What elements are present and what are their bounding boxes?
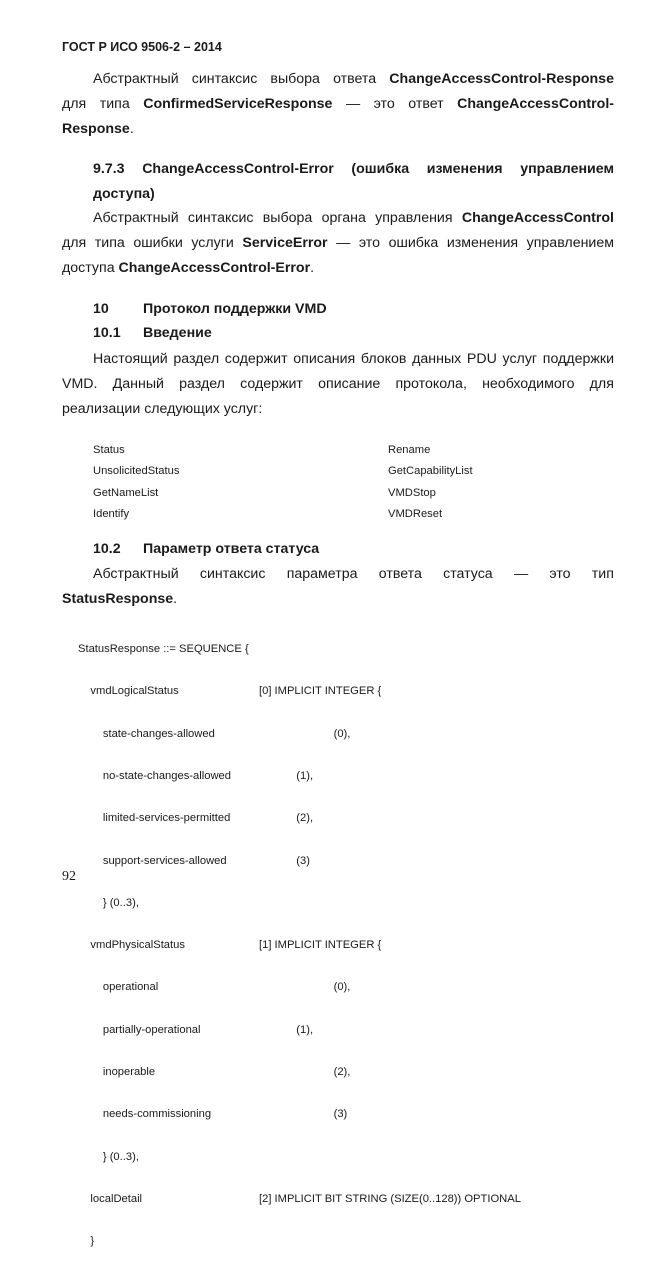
code-left: state-changes-allowed <box>78 727 215 740</box>
punct: . <box>310 260 315 276</box>
word: Абстрактный <box>93 71 179 87</box>
word: Данный <box>112 376 164 392</box>
service-item: GetNameList <box>93 486 159 499</box>
word: синтаксис <box>199 566 266 582</box>
word: — <box>513 566 529 582</box>
paragraph-change-access-control-error <box>62 206 614 281</box>
word: тип <box>591 566 614 582</box>
service-item: VMDStop <box>388 486 436 499</box>
word: описание <box>318 376 381 392</box>
service-item: Identify <box>93 507 130 520</box>
service-item: UnsolicitedStatus <box>93 465 180 478</box>
service-list-left <box>93 440 179 525</box>
section-title: Введение <box>143 325 212 341</box>
code-right: (0), <box>259 727 351 740</box>
service-item: GetCapabilityList <box>388 465 473 478</box>
code-left: operational <box>78 981 159 994</box>
text: реализации следующих услуг: <box>62 401 263 417</box>
code-right: [0] IMPLICIT INTEGER { <box>259 685 382 698</box>
word: ответ <box>408 96 444 112</box>
term: ChangeAccessControl <box>461 210 614 226</box>
section-heading-10 <box>93 301 327 317</box>
word: протокола, <box>395 376 467 392</box>
paragraph-introduction <box>62 347 614 422</box>
word: ответа <box>378 566 422 582</box>
section-title: Протокол поддержки VMD <box>143 301 327 317</box>
punct: . <box>129 121 134 137</box>
section-number: 10.2 <box>93 541 121 557</box>
code-right: (0), <box>259 981 351 994</box>
code-left: } <box>78 1235 95 1248</box>
code-left: vmdLogicalStatus <box>78 685 179 698</box>
service-item: Status <box>93 444 125 456</box>
asn1-status-response-definition <box>78 614 521 1262</box>
code-left: partially-operational <box>78 1023 201 1036</box>
term: ChangeAccessControl-Response <box>389 71 614 87</box>
section-heading-10-2 <box>93 541 319 557</box>
code-right: (3) <box>259 854 310 867</box>
word: изменения <box>426 161 503 177</box>
word: необходимого <box>482 376 575 392</box>
term: StatusResponse <box>62 591 174 607</box>
word: раздел <box>179 376 225 392</box>
code-right: (1), <box>259 1023 314 1036</box>
code-left: } (0..3), <box>78 896 139 909</box>
code-right: (2), <box>259 812 314 825</box>
code-right: [2] IMPLICIT BIT STRING (SIZE(0..128)) OPTIONAL <box>259 1192 521 1205</box>
term: Response <box>62 121 130 137</box>
word: синтаксис <box>191 71 258 87</box>
word: — <box>345 96 361 112</box>
document-header: ГОСТ Р ИСО 9506-2 – 2014 <box>62 40 222 54</box>
section-title: Параметр ответа статуса <box>143 541 320 557</box>
code-right: (1), <box>259 770 314 783</box>
word: типа <box>99 96 130 112</box>
word: для <box>62 96 87 112</box>
code-left: needs-commissioning <box>78 1108 212 1121</box>
text: для типа ошибки услуги <box>62 235 243 251</box>
word: статуса <box>443 566 493 582</box>
text: — это ошибка изменения управлением <box>327 235 614 251</box>
code-left: vmdPhysicalStatus <box>78 939 185 952</box>
code-right: [1] IMPLICIT INTEGER { <box>259 939 382 952</box>
word: содержит <box>240 376 303 392</box>
section-number: 9.7.3 <box>93 161 125 177</box>
code-left: localDetail <box>78 1192 143 1205</box>
code-left: no-state-changes-allowed <box>78 770 231 783</box>
term: ConfirmedServiceResponse <box>143 96 333 112</box>
code-left: } (0..3), <box>78 1150 139 1163</box>
code-left: StatusResponse ::= SEQUENCE { <box>78 643 249 656</box>
service-item: Rename <box>388 444 431 456</box>
section-number: 10.1 <box>93 325 121 341</box>
service-item: VMDReset <box>388 507 443 520</box>
word: ответа <box>333 71 377 87</box>
text: доступа <box>62 260 119 276</box>
paragraph-change-access-control-response <box>62 67 614 142</box>
word: Абстрактный <box>93 566 179 582</box>
word: это <box>549 566 571 582</box>
code-left: limited-services-permitted <box>78 812 231 825</box>
word: (ошибка <box>351 161 410 177</box>
code-right: (3) <box>259 1108 348 1121</box>
paragraph-status-response <box>62 562 614 612</box>
code-left: inoperable <box>78 1066 156 1078</box>
text: Абстрактный синтаксис выбора органа управления <box>93 210 462 226</box>
service-list-right <box>388 440 473 525</box>
term: ServiceError <box>242 235 328 251</box>
section-title-cont: доступа) <box>93 186 155 202</box>
word: для <box>589 376 614 392</box>
code-right: (2), <box>259 1066 351 1078</box>
term: ChangeAccessControl- <box>457 96 614 112</box>
word: это <box>373 96 395 112</box>
text: Настоящий раздел содержит описания блоков данных PDU услуг поддержки <box>93 351 614 367</box>
section-heading-10-1 <box>93 325 212 341</box>
page-number: 92 <box>62 869 76 884</box>
word: выбора <box>270 71 320 87</box>
word: управлением <box>520 161 614 177</box>
term: ChangeAccessControl-Error <box>118 260 311 276</box>
section-number: 10 <box>93 301 109 317</box>
word: ChangeAccessControl-Error <box>142 161 334 177</box>
word: VMD. <box>62 376 98 392</box>
code-left: support-services-allowed <box>78 854 227 867</box>
section-heading-9-7-3 <box>62 157 614 207</box>
punct: . <box>173 591 178 607</box>
word: параметра <box>286 566 358 582</box>
